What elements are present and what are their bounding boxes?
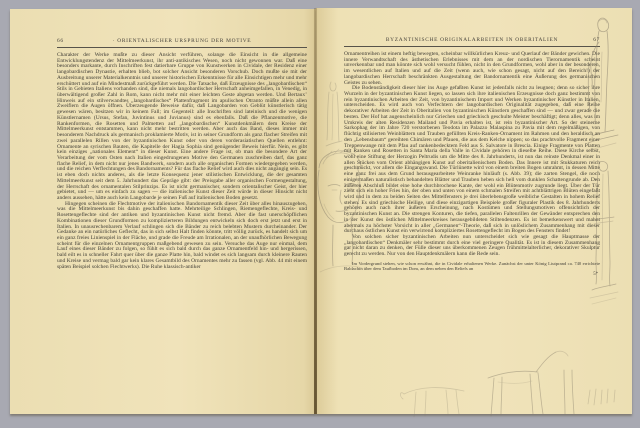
left-running-head <box>57 38 307 44</box>
left-page-text <box>57 53 307 270</box>
paragraph: Die Bodenständigkeit dieser hier ins Auge gefaßten Kunst ist jedenfalls nicht zu leugnen; denn so sicher ihre Wurzeln in der byzantinischen Kunst liegen, so lassen sich ihre italienischen Erzeugnisse doch ganz bestimmt von rein byzantinischen Arbeiten der Zeit, von byzantinischem Import und Werken byzantinischer Künstler in Italien, unterscheiden. Es wird auch von Verfechtern der langobardischen Originalität zugegeben, daß eine Reihe dekorativer Arbeiten der Zeit in Oberitalien von byzantinischen Künstlern geschaffen sind — und zwar gerade die besten. Der Hof hat augenscheinlich nur Griechen und griechisch geschulte Meister beschäftigt; denn alles, was im Umkreis der alten Residenzen Mailand und Pavia erhalten ist, ist rein byzantinischer Art. So der steinerne Sarkophag der im Jahre 720 verstorbenen Teodota im Palazzo Malaspina zu Pavia mit dem regelmäßigen, von flüchtig stilisierten Weinblättern und Trauben gefüllten Kreis-Ranken-Ornament im Rahmen und den heraldisch an den „Lebensbaum“ gereihten Chimären und Pfauen, die aus dem Kelche nippen; so das prachtvolle Fragment einer Treppenwange mit dem Pfau auf rankenbedecktem Feld aus S. Salvatore in Brescia. Einige Fragmente von Platten mit Ranken und Rosetten in Santa Maria della Valle in Cividale gehören in dieselbe Reihe. Diese Kirche selbst, wohl eine Stiftung der Herzogin Peltrudis um die Mitte des 8. Jahrhunderts, ist nun das reinste Denkmal einer in allen Stücken vom Orient abhängigen Kunst auf oberitalienischem Boden. Das Innere ist mit Stukkaturen reich geschmückt, vor allem die Eingangswand. Die Türlünette wird von einem breiten Bogen umrahmt, in dessen Mitte eine ganz frei aus dem Grund herausgearbeitete Weinranke hinläuft (s. Abb. 39); die zarten Stengel, die noch einigermaßen naturalistisch behandelten Blätter und Trauben heben sich hell vom dunklen Schattengrunde ab. Den äußeren Abschluß bildet eine hohe durchbrochene Kante, der wohl ein Blütenmotiv zugrunde liegt. Über der Tür zieht sich ein hoher Fries hin, der oben und unten von einem schmalen Streifen mit achtblättrigen Blüten eingefaßt wird und in dem zu beiden Seiten des Mittelfensters je drei überlebensgroße weibliche Gestalten in hohem Relief stehen. Es sind griechische Heilige, und diese einzigartigen Beispiele großer figuraler Plastik des 8. Jahrhunderts gehören auch nach ihrer äußeren Erscheinung, nach Kostümen und Stellungsmotiven offensichtlich der byzantinischen Kunst an. Die strengen Konturen, die tiefen, parallelen Faltenrillen der Gewänder entsprechen den in der Kunst des östlichen Mittelmeerkreises herausgebildeten Stiltendenzen. Es ist bemerkenswert und mahnt abermals zu höchster Vorsicht in aller „Germanen“-Theorie, daß sich in unlöslichem Zusammenhang mit dieser durchaus östlichen Kunst ein verwirrend kompliziertes Rosettengeflecht im Bogen des Fensters findet! <box>344 85 600 235</box>
right-page-number: 67 <box>593 37 600 43</box>
right-running-head-title: BYZANTINISCHE ORIGINALARBEITEN IN OBERITALIEN <box>385 37 559 43</box>
right-page-text <box>344 52 600 278</box>
left-head-rule <box>57 47 307 48</box>
paragraph: Ornamentreihen ist einem heftig bewegten, scheinbar willkürlichen Kreuz- und Querlauf der Bänder gewichen. Die innere Verwandtschaft des ästhetischen Erlebnisses mit dem an der nordischen Tierornamentik scheint unverkennbar und man könnte sich wohl versucht fühlen, nicht in den Grundformen, wohl aber in der besonderen, im wesentlichen auf Italien und auf die Zeit (wenn auch, wie schon gesagt, nicht auf den Bereich!) der langobardischen Herrschaft beschränkten Ausgestaltung der Bandornamentik eine Äußerung des germanischen Geistes zu sehen. <box>344 51 600 86</box>
paragraph: Charakter der Werke mußte zu dieser Ansicht verführen, solange die Einsicht in die allgemeine Entwicklungstendenz der Mittelmeerkunst, ihr anti-antikisches Wesen, noch nicht gewonnen war. Daß eine besonders markante, durch Inschriften fest datierbare Gruppe von Kunstwerken in Cividale, der Residenz einer langobardischen Dynastie, erhalten blieb, bot solcher Ansicht besonderen Vorschub. Doch mußte sie mit der Ausbreitung unserer Materialkenntnis und unserer historischen Erkenntnisse für alle Einsichtigen mehr und mehr erschüttert und auf ein Mindestmaß zurückgeführt werden. Die Tatsache, daß Erzeugnisse des „langobardischen“ Stils in Gebieten Italiens vorhanden sind, die niemals langobardischer Herrschaft anheimgefallen, in Venedig, in überwältigend großer Zahl in Rom, kann nicht mehr mit einer leichten Geste abgetan werden. Und Bertaux’ Hinweis auf ein stilverwandtes „langobardisches“ Plattenfragment im apulischen Otranto müßte allein allen Zweiflern die Augen öffnen. Überzeugende Beweise dafür, daß Langobarden von Geblüt künstlerisch tätig gewesen wären, besitzen wir in keinem Fall; im Gegenteil: alle Inschriften sind lateinisch und die wenigen Künstlernamen (Ursus, Stefan, Juvintinus und Juvianus) sind es ebenfalls. Daß die Pflanzenmotive, die Rankenformen, die Rosetten und Palmetten auf „langobardischen“ Kunstdenkmälern dem Kreise der Mittelmeerkunst entstammen, kann nicht mehr bestritten werden. Aber auch das Band, dieses immer mit besonderem Nachdruck als germanisch proklamierte Motiv, ist in seiner Grundform als ganz flacher Streifen mit zwei parallelen Rillen von der byzantinischen Kunst oder von deren vorderasiatischen Quellen entlehnt: Ornamente an syrischen Bauten, die Kapitelle der Hagia Sophia sind genügender Beweis hierfür. Nein, es gibt kein einziges „nationales Element“ in dieser Kunst. Eine andere Frage ist, ob man die besondere Art der Verarbeitung der vom Osten nach Italien eingedrungenen Motive den Germanen zuschreiben darf, das ganz flache Relief, in dem nicht nur jenes Bandwerk, sondern auch alle organischen Formen wiedergegeben werden, und die reichen Verflechtungen des Bandornaments? Für das flache Relief wird auch dies nicht angängig sein. Es ist eben doch nichts anderes, als die letzte Konsequenz jener stilistischen Entwicklung, die der gesamten Mittelmeerkunst seit dem 5. Jahrhundert das Gepräge gibt: der Preisgabe aller organischen Formengestaltung, der Herrschaft des ornamentalen Stilprinzips. Es ist nicht germanischer, sondern orientalischer Geist, der hier gebietet, und — um es einfach zu sagen — die italienische Kunst dieser Zeit würde in dieser Hinsicht nicht anders aussehen, hätte auch kein Langobarde je seinen Fuß auf italienischen Boden gesetzt. <box>57 52 307 201</box>
left-running-head-title: · ORIENTALISCHER URSPRUNG DER MOTIVE <box>112 38 252 44</box>
book-gutter <box>314 8 317 414</box>
paragraph: Von solchen sicher byzantinischen Arbeiten nun unterscheidet sich wie gesagt die Hauptmasse der „langobardischen“ Denkmäler sehr bestimmt durch eine viel geringere Qualität. Es ist in diesem Zusammenhang gar nicht daran zu denken, der Fülle dieser uns überkommenen Zeugen frühmittelalterlicher, dekorativer Skulptur gerecht zu werden. Nur von den Hauptdenkmälern kann die Rede sein. <box>344 234 600 258</box>
paragraph: Hingegen scheinen die Flechtmotive der italienischen Bandornamentik dieser Zeit über alles hinauszugehen, was die Mittelmeerkunst bis dahin geschaffen hatte. Mehrteilige Schlingen, Riemengeflechte, Kreis- und Rosettengeflechte sind der antiken und byzantinischen Kunst nicht fremd. Aber die fast unerschöpflichen Kombinationen dieser Grundformen zu komplizierteren Bildungen entwickeln sich doch erst jetzt und erst in Italien. In unausrechenbarem Verlauf schlingen sich die Bänder zu reich belebten Mustern durcheinander. Der Gedanke an ein natürliches Geflecht, das in sich selbst Halt finden könnte, tritt völlig zurück, es handelt sich um ein ganz freies Linienspiel in der Fläche, und grade die Freude am Irrationalen, an der unaufhörlichen Bewegung scheint für die einzelnen Ornamentgruppen maßgebend gewesen zu sein. Versuche das Auge nur einmal, dem Lauf eines dieser Bänder zu folgen, so fühlt es sich bald durch das ganze Ornamentfeld hin- und hergerissen, bald eilt es in schneller Fahrt quer über die ganze Platte hin, bald windet es sich langsam durch kleinere Rauten und Kreise und vermag bald gar kein klares Gesamtbild des Ornamentes mehr zu fassen (vgl. Abb. 44 mit einem späten Beispiel solchen Flechtwerks). Die Ruhe klassisch-antiker <box>57 200 307 270</box>
right-head-rule <box>344 46 600 47</box>
left-page-number: 66 <box>57 38 64 44</box>
signature-mark: 5* <box>593 272 598 278</box>
right-running-head <box>344 37 600 43</box>
left-page <box>10 9 316 414</box>
right-page <box>316 8 632 414</box>
footnote: Im Vordergrund stehen, wie schon erwähnt, die in Cividale erhaltenen Werke. Zunächst der unter König Liutprand ca. 740 errichtete Baldachin über dem Taufboden im Dom, an dem neben den Reliefs an <box>344 260 600 271</box>
